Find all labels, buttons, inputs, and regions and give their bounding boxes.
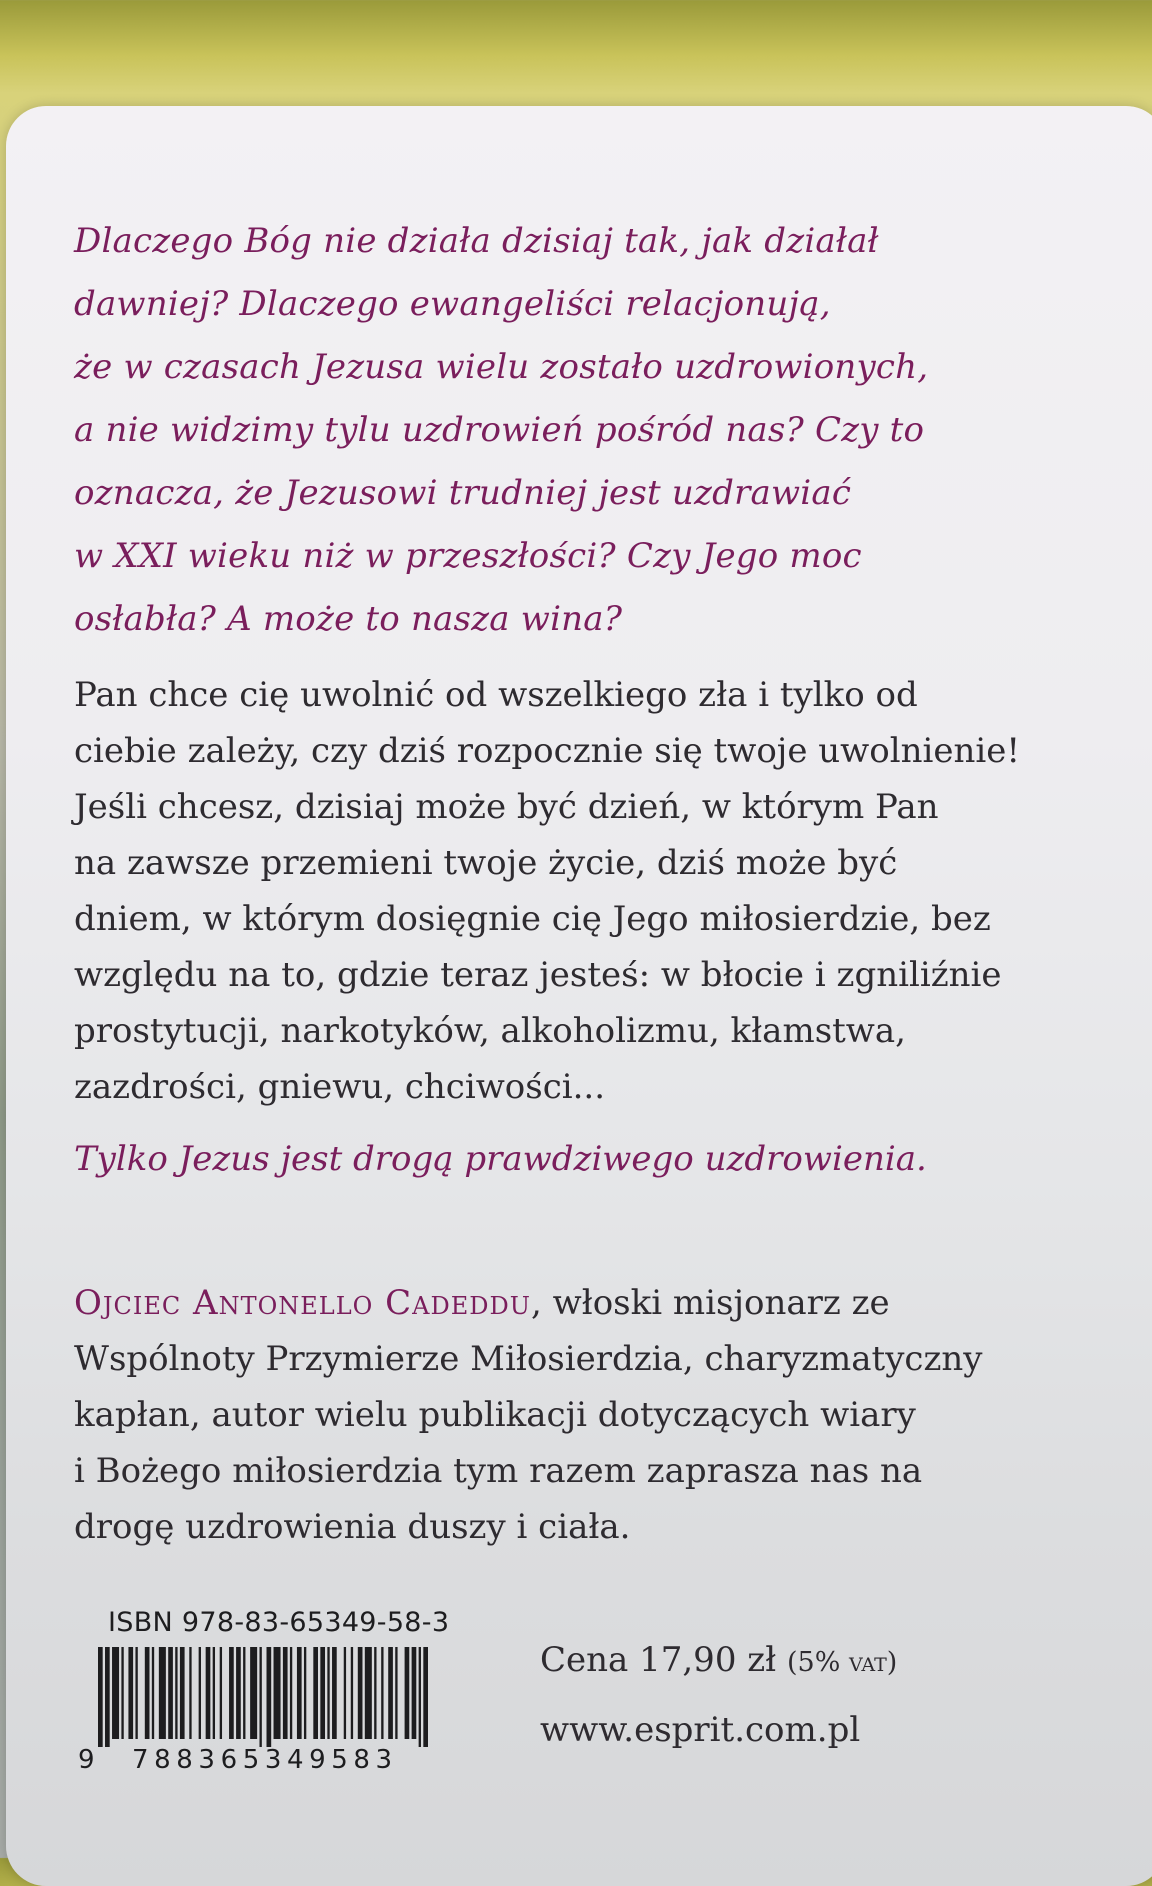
barcode-bar <box>327 1647 329 1739</box>
barcode-bar <box>159 1647 166 1739</box>
bio-line: i Bożego miłosierdzia tym razem zaprasza nas na <box>74 1451 923 1491</box>
barcode-bar <box>206 1647 211 1739</box>
barcode-bar <box>423 1647 428 1747</box>
barcode-bar <box>105 1647 110 1747</box>
barcode-bar <box>199 1647 201 1739</box>
barcode-bar <box>274 1647 281 1739</box>
barcode-bar <box>388 1647 393 1739</box>
barcode-bar <box>374 1647 376 1739</box>
intro-line: że w czasach Jezusa wielu zostało uzdrowionych, <box>74 347 929 387</box>
barcode-bar <box>419 1647 421 1747</box>
intro-line: w XXI wieku niż w przeszłości? Czy Jego moc <box>74 536 862 576</box>
barcode-bar <box>365 1647 372 1739</box>
barcode-bar <box>332 1647 337 1739</box>
barcode-bar <box>283 1647 288 1739</box>
barcode-digits: 788365349583 <box>132 1745 398 1775</box>
price <box>540 1640 897 1680</box>
barcode-bar <box>267 1647 272 1747</box>
intro-line: oznacza, że Jezusowi trudniej jest uzdrawiać <box>74 473 852 513</box>
vat-open: (5% <box>787 1647 849 1678</box>
barcode-bar <box>297 1647 302 1739</box>
barcode-bar <box>395 1647 397 1739</box>
barcode-bar <box>381 1647 383 1739</box>
bio-line-rest: , włoski misjonarz ze <box>530 1283 890 1323</box>
closing-statement: Tylko Jezus jest drogą prawdziwego uzdrowienia. <box>74 1139 927 1179</box>
bio-line: drogę uzdrowienia duszy i ciała. <box>74 1507 631 1547</box>
barcode-bar <box>175 1647 177 1739</box>
barcode-bar <box>405 1647 410 1739</box>
barcode-bar <box>358 1647 363 1739</box>
vat-word: vat <box>848 1647 887 1678</box>
isbn-barcode-block <box>80 1607 460 1783</box>
author-name: Ojciec Antonello Cadeddu <box>74 1283 531 1323</box>
barcode-bar <box>313 1647 318 1739</box>
intro-line: osłabła? A może to nasza wina? <box>74 599 623 639</box>
barcode-bar <box>236 1647 241 1739</box>
barcode-icon <box>98 1647 428 1747</box>
back-cover-text <box>74 210 1114 1555</box>
body-line: Jeśli chcesz, dzisiaj może być dzień, w którym Pan <box>74 787 939 827</box>
body-line: Pan chce cię uwolnić od wszelkiego zła i tylko od <box>74 675 918 715</box>
barcode-bar <box>128 1647 133 1739</box>
bio-line: Wspólnoty Przymierze Miłosierdzia, charyzmatyczny <box>74 1339 983 1379</box>
intro-paragraph <box>74 210 1114 651</box>
body-line: ciebie zależy, czy dziś rozpocznie się twoje uwolnienie! <box>74 731 1021 771</box>
barcode-bar <box>213 1647 215 1739</box>
barcode-bar <box>189 1647 191 1739</box>
barcode-bar <box>180 1647 185 1739</box>
barcode-bar <box>168 1647 173 1739</box>
barcode-first-digit: 9 <box>78 1745 95 1775</box>
intro-line: dawniej? Dlaczego ewangeliści relacjonują, <box>74 284 831 324</box>
isbn-label: ISBN 978-83-65349-58-3 <box>108 1607 450 1638</box>
barcode-bar <box>145 1647 150 1739</box>
barcode-bar <box>98 1647 103 1747</box>
intro-line: Dlaczego Bóg nie działa dzisiaj tak, jak działał <box>74 221 879 261</box>
author-bio <box>74 1275 1114 1555</box>
barcode-bar <box>344 1647 346 1739</box>
barcode-bar <box>290 1647 292 1739</box>
barcode-bar <box>320 1647 325 1739</box>
barcode-bar <box>412 1647 417 1739</box>
barcode-bar <box>243 1647 245 1739</box>
body-line: zazdrości, gniewu, chciwości... <box>74 1067 606 1107</box>
intro-line: a nie widzimy tylu uzdrowień pośród nas? Czy to <box>74 410 925 450</box>
body-line: względu na to, gdzie teraz jesteś: w błocie i zgniliźnie <box>74 955 1002 995</box>
barcode-bar <box>304 1647 306 1739</box>
bio-line: kapłan, autor wielu publikacji dotyczących wiary <box>74 1395 916 1435</box>
barcode-bar <box>351 1647 353 1739</box>
publisher-website: www.esprit.com.pl <box>540 1710 861 1750</box>
barcode-bar <box>112 1647 119 1739</box>
barcode-bar <box>259 1647 261 1747</box>
barcode-bar <box>250 1647 257 1739</box>
bio-first-line <box>74 1275 1114 1331</box>
barcode-bar <box>152 1647 154 1739</box>
body-line: na zawsze przemieni twoje życie, dziś może być <box>74 843 898 883</box>
body-line: dniem, w którym dosięgnie cię Jego miłosierdzie, bez <box>74 899 991 939</box>
barcode-bar <box>135 1647 137 1739</box>
price-label: Cena 17,90 zł <box>540 1640 777 1680</box>
barcode-bar <box>121 1647 123 1739</box>
body-line: prostytucji, narkotyków, alkoholizmu, kłamstwa, <box>74 1011 906 1051</box>
body-paragraph <box>74 667 1114 1115</box>
vat-close: ) <box>886 1647 898 1678</box>
barcode-bar <box>229 1647 234 1739</box>
barcode-bar <box>220 1647 222 1739</box>
